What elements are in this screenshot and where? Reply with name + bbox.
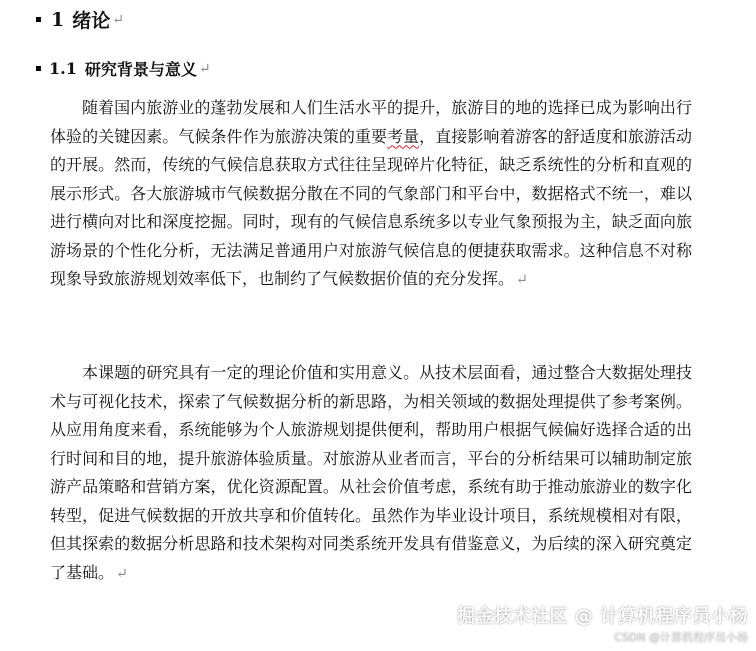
- paragraph-mark-icon: ↵: [198, 60, 211, 77]
- paragraph-mark-icon: ↵: [516, 272, 528, 288]
- chapter-number: 1: [51, 8, 65, 31]
- paragraph-mark-icon: ↵: [116, 565, 128, 582]
- section-number: 1.1: [49, 59, 77, 78]
- watermark-sub: CSDN @计算机程序员小杨: [614, 631, 748, 644]
- body-paragraph: [50, 94, 692, 295]
- section-heading: [36, 57, 211, 80]
- watermark: [457, 602, 748, 645]
- heading-bullet-icon: [36, 66, 41, 71]
- paragraph-text: 随着国内旅游业的蓬勃发展和人们生活水平的提升，旅游目的地的选择已成为影响出行体验的关键因素。气候条件作为旅游决策的重要: [50, 98, 692, 146]
- spellcheck-flagged-word[interactable]: 考量: [387, 126, 420, 146]
- chapter-heading: [36, 6, 124, 33]
- heading-bullet-icon: [36, 17, 41, 22]
- paragraph-text: ，直接影响着游客的舒适度和旅游活动的开展。然而，传统的气候信息获取方式往往呈现碎片化特征，缺乏系统性的分析和直观的展示形式。各大旅游城市气候数据分散在不同的气象部门和平台中，数据格式不统一，难以进行横向对比和深度挖掘。同时，现有的气候信息系统多以专业气象预报为主，缺乏面向旅游场景的个性化分析，无法满足普通用户对旅游气候信息的便捷获取需求。这种信息不对称现象导致旅游规划效率低下，也制约了气候数据价值的充分发挥。: [50, 126, 692, 288]
- watermark-main: 掘金技术社区 @ 计算机程序员小杨: [456, 606, 748, 627]
- section-title: 研究背景与意义: [84, 60, 197, 79]
- body-paragraph: [50, 359, 692, 588]
- chapter-title: 绪论: [72, 10, 111, 32]
- paragraph-mark-icon: ↵: [112, 11, 124, 28]
- paragraph-text: 本课题的研究具有一定的理论价值和实用意义。从技术层面看，通过整合大数据处理技术与可视化技术，探索了气候数据分析的新思路，为相关领域的数据处理提供了参考案例。从应用角度来看，系统能够为个人旅游规划提供便利，帮助用户根据气候偏好选择合适的出行时间和目的地，提升旅游体验质量。对旅游从业者而言，平台的分析结果可以辅助制定旅游产品策略和营销方案，优化资源配置。从社会价值考虑，系统有助于推动旅游业的数字化转型，促进气候数据的开放共享和价值转化。虽然作为毕业设计项目，系统规模相对有限，但其探索的数据分析思路和技术架构对同类系统开发具有借鉴意义，为后续的深入研究奠定了基础。: [50, 363, 692, 582]
